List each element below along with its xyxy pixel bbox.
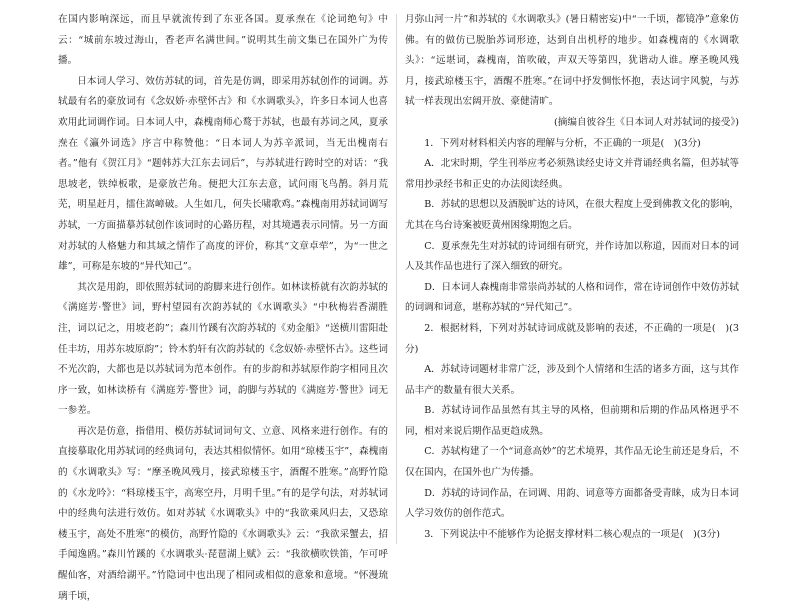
question-1-option-a: A．北宋时期，学生刊举应考必须熟读经史诗文并背诵经典名篇，但苏轼等常用抄录经书和正史的办法阅读经典。 <box>405 158 739 190</box>
right-column <box>405 10 739 545</box>
column-divider <box>396 14 397 544</box>
question-1: 1．下列对材料相关内容的理解与分析，不正确的一项是( )(3分) <box>424 137 701 149</box>
paragraph-continued: 月弥山河一片”和苏轼的《水调歌头》(暑日精密妄)中“一千顷，都镜净”意象仿佛。有的做仿已脱胎苏词形迹，达到自出机杼的地步。如森槐南的《水调歌头》：“远堪词，森槐南，笛吹破，声双天等第四，犹谐动人谁。摩圣晚风残月，接武琼楼玉宇，酒醒不胜寒。”在词中抒发惆怅怀抱，表达词宇风貌，与苏轼一样表现出宏阔开放、豪健清旷。 <box>405 14 739 108</box>
paragraph-yi: 再次是仿意，指借用、模仿苏轼词词句文、立意、风格来进行创作。有的直接摹取化用苏轼词的经典词句，表达其相似情怀。如用“琼楼玉宇”，森槐南的《水调歌头》写：“摩圣晚风残月，接武琼楼玉宇，酒醒不胜寒。”高野竹隐的《水龙吟》：“料琼楼玉宇，高寒空丹，月明千里。”有的是学句法，对苏轼词中的经典句法进行效仿。如对苏轼《水调歌头》中的“我欲乘风归去，又恐琼楼玉宇，高处不胜寒”的模仿，高野竹隐的《水调歌头》云：“我欲采蟹去，招手闻逸鸥。”森川竹蹊的《水调歌头·琵琶湖上赋》云：“我欲横吹铁笛，乍可呼醒仙客，对酒给湖平。”竹隐词中也出现了相同或相似的意象和意境。“怀漫琉璃千顷， <box>58 425 388 602</box>
question-2: 2．根据材料，下列对苏轼诗词成就及影响的表述，不正确的一项是( )(3分) <box>405 322 739 355</box>
paragraph-intro: 在国内影响深远，而且早就流传到了东亚各国。夏承焘在《论词绝句》中云：“城前东坡过海山，香老声名满世间。”说明其生前文集已在国外广为传播。 <box>58 14 388 67</box>
question-2-option-a: A．苏轼诗词题材非常广泛，涉及到个人情绪和生活的诸多方面，这与其作品丰产的数量有很大关系。 <box>405 364 739 396</box>
paragraph-diao: 日本词人学习、效仿苏轼的词，首先是仿调，即采用苏轼创作的词调。苏轼最有名的豪放词有《念奴娇·赤壁怀古》和《水调歌头》，许多日本词人也喜欢用此词调作词。日本词人中，森槐南师心鹜于苏轼，也最有苏词之风，夏承焘在《瀛外词选》序言中称赞他：“日本词人为苏辛派词，当无出槐南右者。”他有《贺江月》“题韩苏大江东去词后”，与苏轼进行跨时空的对话：“我思坡老，铁绰板歌，是豪放芒角。便把大江东去意，试问雨飞鸟鹊。斜月荒芜，明星赶月，擂住嵩嶂破。人生如几，何失长啸歌鸡。”森槐南用苏轼词调写苏轼，一方面描摹苏轼创作该词时的心路历程，对其境遇表示同情。另一方面对苏轼的人格魅力和其域之情作了高度的评价，称其“文章卓荦”，为“一世之雄”，可称是东坡的“异代知己”。 <box>58 75 388 273</box>
source-citation: (摘编自彼谷生《日本词人对苏轼词的接受》) <box>554 116 739 128</box>
left-column <box>58 10 388 607</box>
question-1-option-c: C．夏承焘先生对苏轼的诗词细有研究，并作诗加以称道，因而对日本的词人及其作品也进行了深入细致的研究。 <box>405 240 739 273</box>
paragraph-yun: 其次是用韵，即依照苏轼词的韵脚来进行创作。如林读桥就有次韵苏轼的《满庭芳·警世》词，野村望园有次韵苏轼的《水调歌头》“中秋梅岩香湖胜注，词以记之，用坡老韵”；森川竹蹊有次韵苏轼的《劝金船》“送横川雷阳赴任丰坊，用苏东坡原韵”；铃木豹轩有次韵苏轼的《念奴娇·赤壁怀古》。这些词不光次韵，大都也是以苏轼词为范本创作。有的步韵和苏轼原作韵字相同且次序一致，如林读桥有《满庭芳·警世》词，韵脚与苏轼的《满庭芳·警世》词无一参差。 <box>58 281 388 417</box>
question-2-option-b: B．苏轼诗词作品虽然有其主导的风格，但前期和后期的作品风格迥乎不同，相对来说后期作品更趋成熟。 <box>405 405 739 437</box>
question-1-option-b: B．苏轼的思想以及酒脱旷达的诗风，在很大程度上受到佛教文化的影响，尤其在乌台诗案被贬黄州困缘期饱之后。 <box>405 199 739 231</box>
question-3: 3．下列说法中不能够作为论据支撑材料二核心观点的一项是( )(3分) <box>424 528 720 540</box>
question-1-option-d: D．日本词人森槐南非常崇尚苏轼的人格和词作，常在诗词创作中效仿苏轼的词调和词意，堪称苏轼的“异代知己”。 <box>405 281 739 314</box>
question-2-option-d: D．苏轼的诗词作品，在词调、用韵、词意等方面都备受青睐，成为日本词人学习效仿的创作范式。 <box>405 487 739 520</box>
question-2-option-c: C．苏轼构建了一个“词意高妙”的艺术境界，其作品无论生前还是身后，不仅在国内，在国外也广为传播。 <box>405 446 739 479</box>
